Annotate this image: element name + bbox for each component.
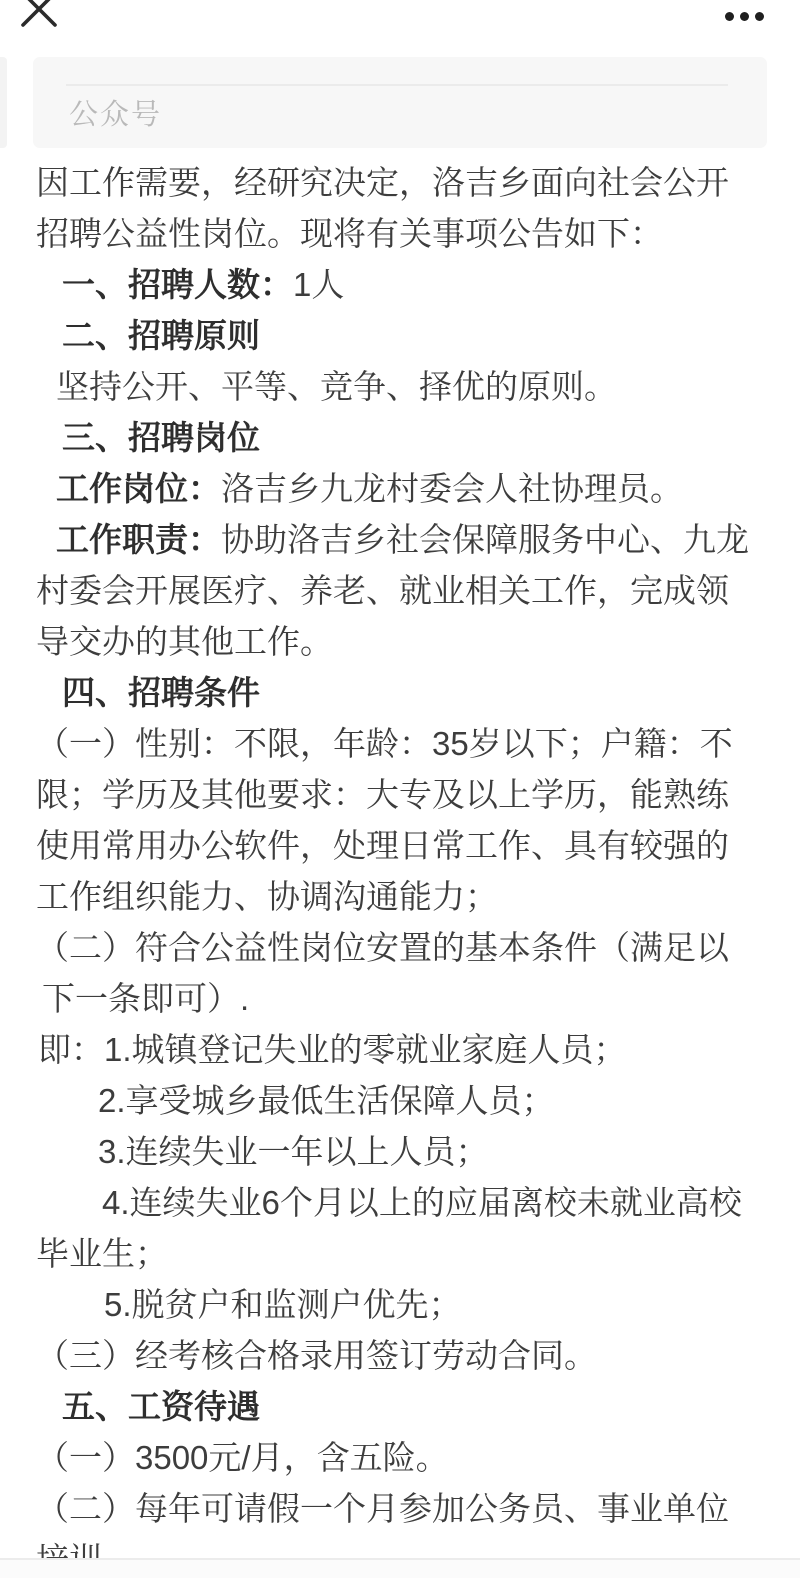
article-text-bold: 工作职责： bbox=[56, 521, 221, 558]
article-line bbox=[0, 820, 800, 871]
article-text: 坚持公开、平等、竞争、择优的原则。 bbox=[56, 368, 617, 405]
article-text: 4.连续失业6个月以上的应届离校未就业高校 bbox=[102, 1184, 742, 1221]
article-line bbox=[0, 718, 800, 769]
article-text: 5.脱贫户和监测户优先； bbox=[104, 1286, 462, 1323]
article-line bbox=[0, 1381, 800, 1432]
edge-skeleton-sliver bbox=[0, 57, 7, 148]
more-dots-icon bbox=[755, 12, 764, 21]
article-body bbox=[0, 157, 800, 1585]
article-line bbox=[0, 259, 800, 310]
article-line bbox=[0, 565, 800, 616]
article-line bbox=[0, 1075, 800, 1126]
article-text: 即：1.城镇登记失业的零就业家庭人员； bbox=[38, 1031, 627, 1068]
close-button[interactable] bbox=[20, 0, 58, 28]
article-text-bold: 四、招聘条件 bbox=[62, 674, 260, 711]
article-line bbox=[0, 1330, 800, 1381]
article-text: 3.连续失业一年以上人员； bbox=[98, 1133, 489, 1170]
article-text-bold: 一、招聘人数： bbox=[62, 266, 293, 303]
article-text: 导交办的其他工作。 bbox=[36, 623, 333, 660]
article-text: 2.享受城乡最低生活保障人员； bbox=[98, 1082, 555, 1119]
article-text-bold: 工作岗位： bbox=[56, 470, 221, 507]
article-line bbox=[0, 463, 800, 514]
article-text: （三）经考核合格录用签订劳动合同。 bbox=[36, 1337, 597, 1374]
article-text: 因工作需要，经研究决定，洛吉乡面向社会公开 bbox=[36, 164, 729, 201]
titlebar bbox=[0, 0, 800, 48]
close-icon bbox=[20, 0, 58, 28]
article-text: （二）符合公益性岗位安置的基本条件（满足以 bbox=[36, 929, 729, 966]
article-line bbox=[0, 973, 800, 1024]
article-text: 招聘公益性岗位。现将有关事项公告如下： bbox=[36, 215, 663, 252]
article-text: （二）每年可请假一个月参加公务员、事业单位 bbox=[36, 1490, 729, 1527]
article-text: 使用常用办公软件，处理日常工作、具有较强的 bbox=[36, 827, 729, 864]
more-dots-icon bbox=[740, 12, 749, 21]
article-text: （一）3500元/月，含五险。 bbox=[36, 1439, 449, 1476]
article-line bbox=[0, 616, 800, 667]
article-line bbox=[0, 922, 800, 973]
article-text-bold: 五、工资待遇 bbox=[62, 1388, 260, 1425]
more-dots-icon bbox=[725, 12, 734, 21]
account-name-placeholder: 公众号 bbox=[69, 99, 163, 131]
article-line bbox=[0, 310, 800, 361]
article-line bbox=[0, 208, 800, 259]
skeleton-divider bbox=[66, 84, 728, 86]
article-line bbox=[0, 1024, 800, 1075]
article-line bbox=[0, 361, 800, 412]
article-text-bold: 三、招聘岗位 bbox=[62, 419, 260, 456]
article-text: 毕业生； bbox=[36, 1235, 168, 1272]
article-line bbox=[0, 871, 800, 922]
article-text: （一）性别：不限，年龄：35岁以下；户籍：不 bbox=[36, 725, 733, 762]
article-text: 1人 bbox=[293, 266, 345, 303]
article-line bbox=[0, 1177, 800, 1228]
article-text: 洛吉乡九龙村委会人社协理员。 bbox=[221, 470, 683, 507]
article-text-bold: 二、招聘原则 bbox=[62, 317, 260, 354]
article-text: 协助洛吉乡社会保障服务中心、九龙 bbox=[221, 521, 749, 558]
article-line bbox=[0, 1279, 800, 1330]
article-line bbox=[0, 1432, 800, 1483]
article-line bbox=[0, 1483, 800, 1534]
article-line bbox=[0, 769, 800, 820]
article-text: 限；学历及其他要求：大专及以上学历，能熟练 bbox=[36, 776, 729, 813]
article-line bbox=[0, 157, 800, 208]
account-header-card[interactable] bbox=[33, 57, 767, 148]
article-line bbox=[0, 412, 800, 463]
article-line bbox=[0, 1126, 800, 1177]
bottom-toolbar-edge bbox=[0, 1558, 800, 1578]
article-line bbox=[0, 514, 800, 565]
more-menu-button[interactable] bbox=[725, 6, 764, 26]
article-text: 村委会开展医疗、养老、就业相关工作，完成领 bbox=[36, 572, 729, 609]
article-text: 工作组织能力、协调沟通能力； bbox=[36, 878, 498, 915]
article-line bbox=[0, 667, 800, 718]
article-text: 下一条即可）. bbox=[42, 980, 250, 1017]
article-line bbox=[0, 1228, 800, 1279]
